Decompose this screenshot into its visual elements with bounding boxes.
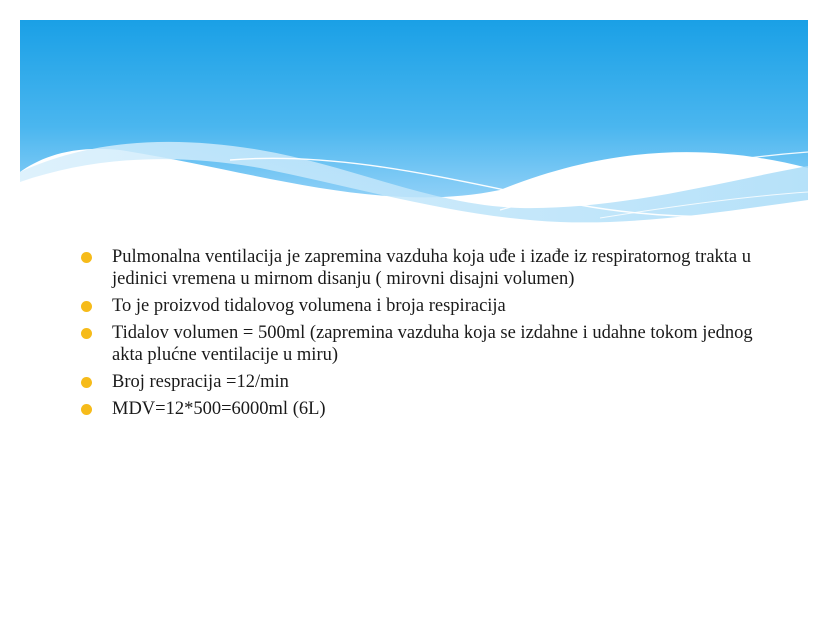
- bullet-text: Broj respracija =12/min: [112, 372, 289, 392]
- bullet-list: [80, 246, 760, 425]
- bullet-item: [80, 371, 760, 393]
- bullet-item: [80, 322, 760, 366]
- bullet-text: To je proizvod tidalovog volumena i broja respiracija: [112, 296, 506, 316]
- bullet-item: [80, 246, 760, 290]
- header-wave-graphic: [0, 0, 828, 240]
- bullet-icon: [81, 404, 92, 415]
- bullet-icon: [81, 328, 92, 339]
- bullet-text: Tidalov volumen = 500ml (zapremina vazduha koja se izdahne i udahne tokom jednog akta plućne ventilacije u miru): [112, 323, 753, 365]
- bullet-icon: [81, 252, 92, 263]
- bullet-icon: [81, 377, 92, 388]
- bullet-text: Pulmonalna ventilacija je zapremina vazduha koja uđe i izađe iz respiratornog trakta u jedinici vremena u mirnom disanju ( mirovni disajni volumen): [112, 247, 752, 289]
- bullet-item: [80, 398, 760, 420]
- bullet-item: [80, 295, 760, 317]
- bullet-icon: [81, 301, 92, 312]
- bullet-text: MDV=12*500=6000ml (6L): [112, 399, 326, 419]
- header-banner: [20, 20, 808, 197]
